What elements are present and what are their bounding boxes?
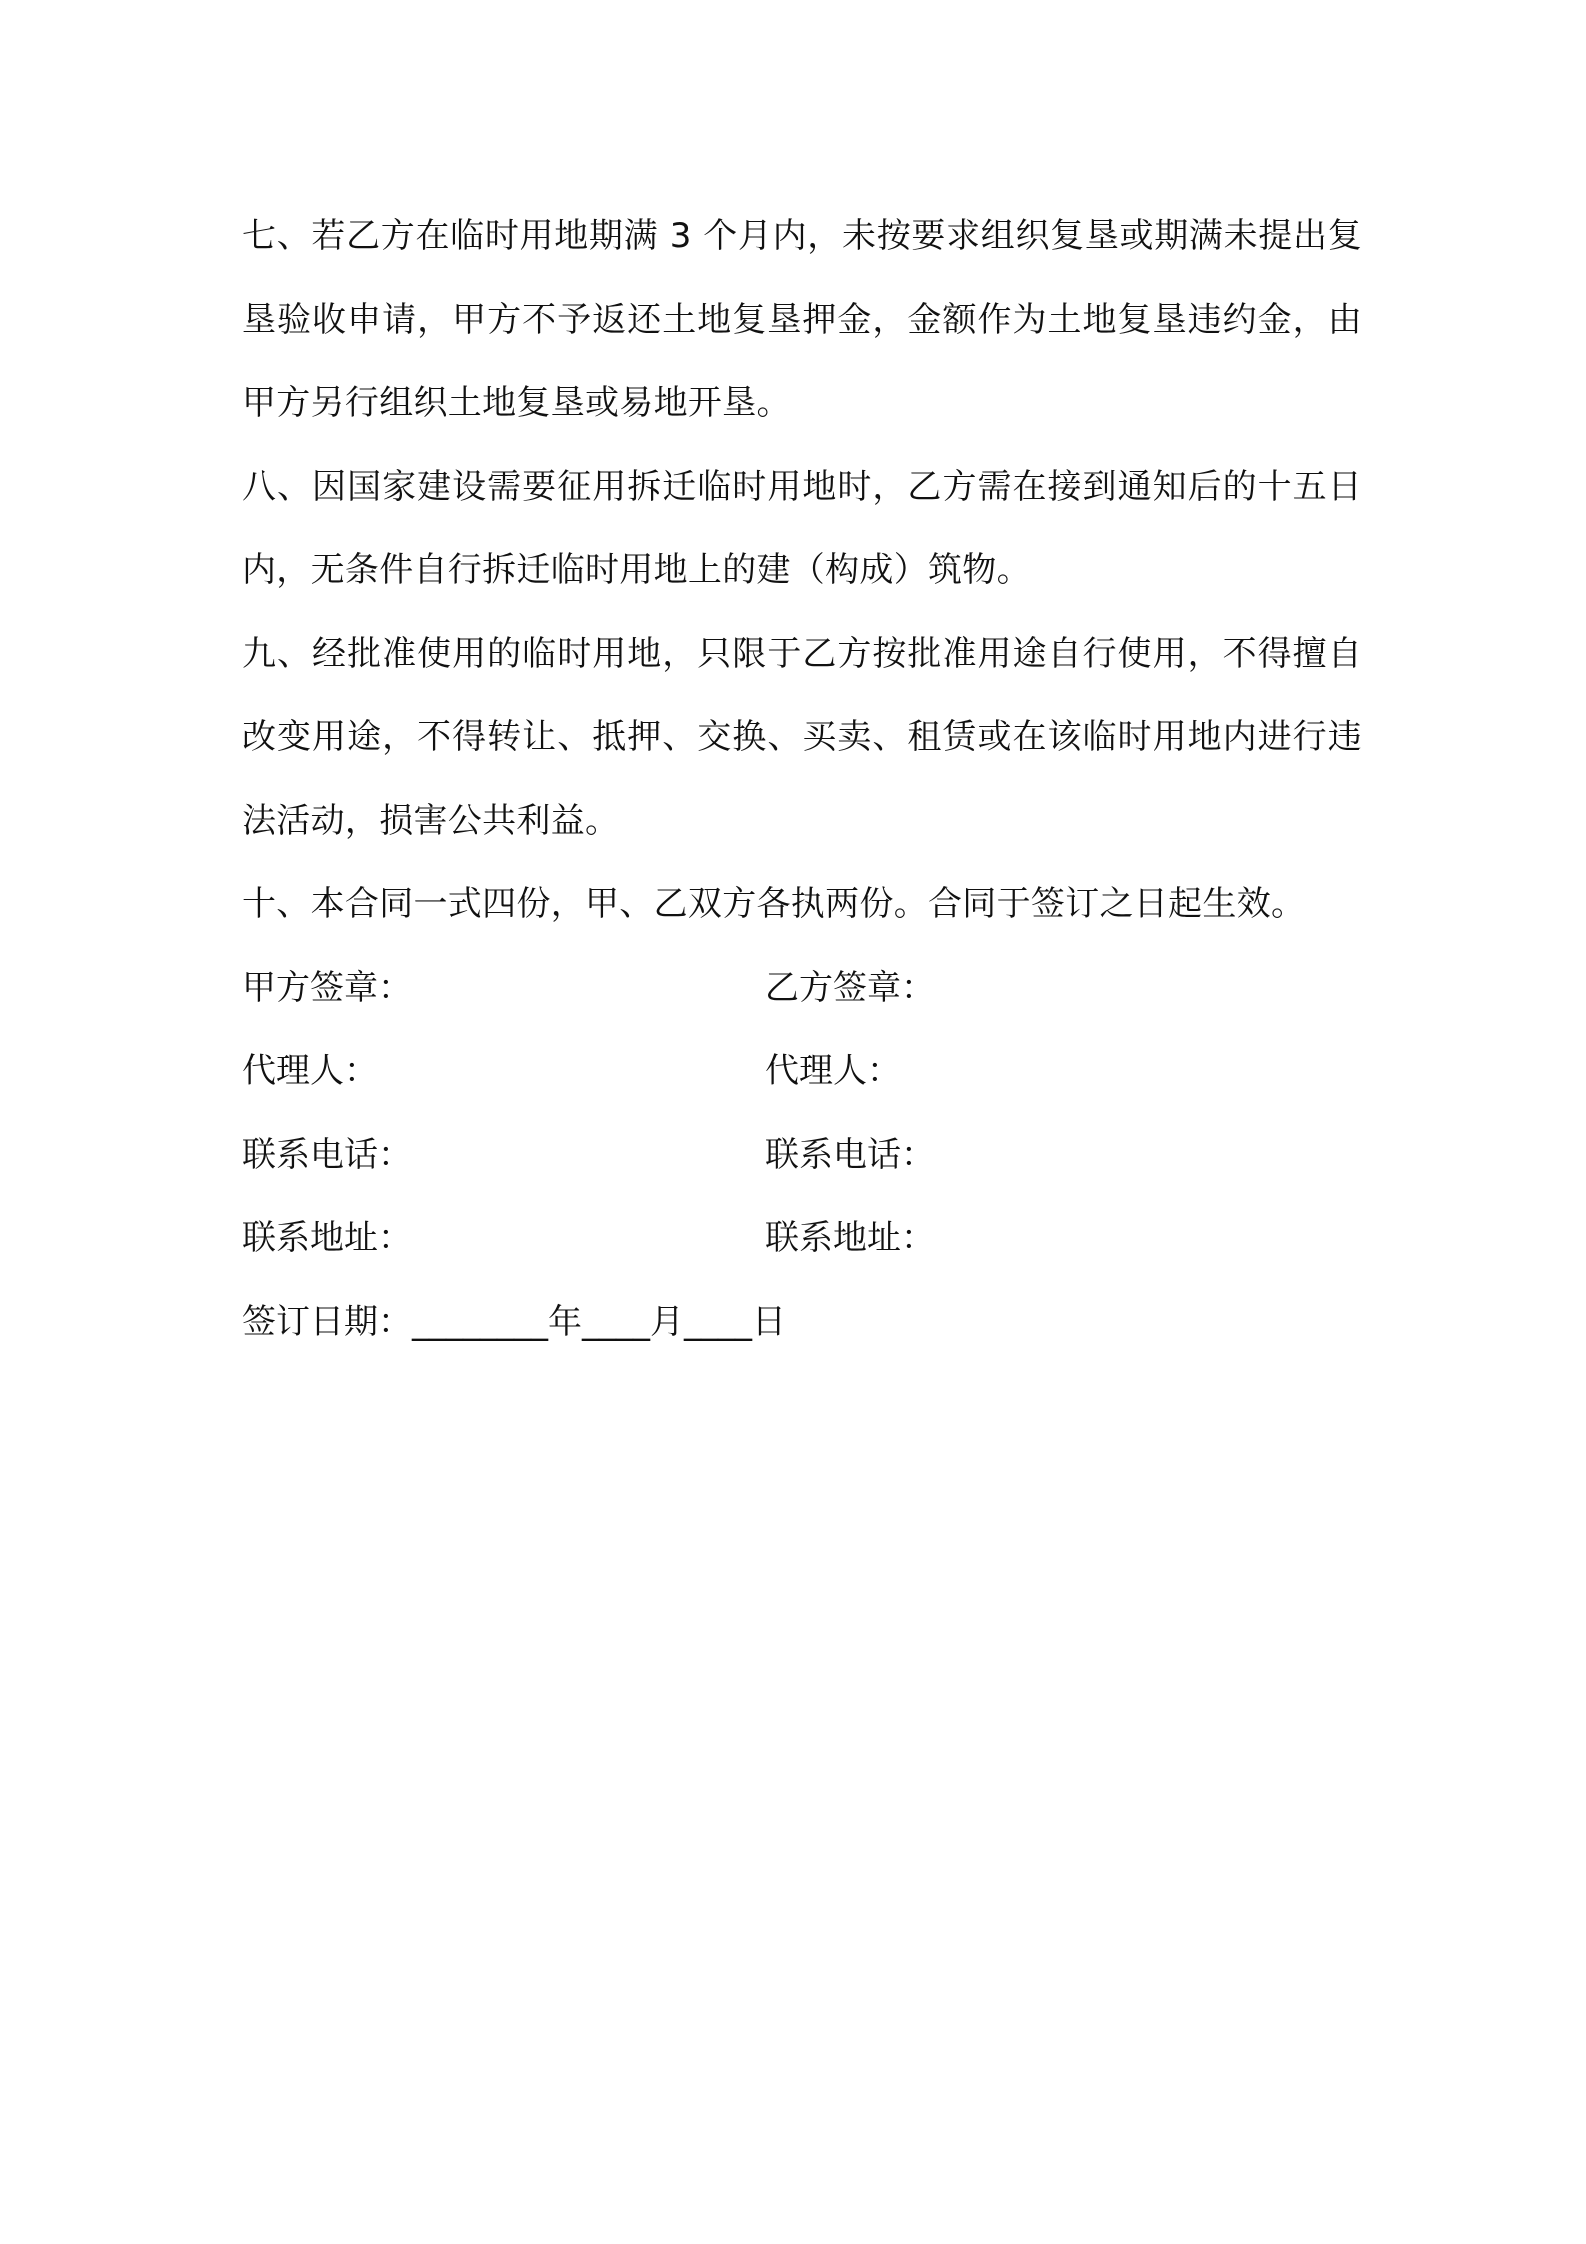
party-b-phone-label: 联系电话： <box>765 1134 935 1175</box>
sign-date-line: 签订日期：________年____月____日 <box>242 1301 786 1342</box>
phone-row <box>242 1114 1362 1198</box>
party-b-address-label: 联系地址： <box>765 1218 935 1258</box>
clause-10: 十、本合同一式四份，甲、乙双方各执两份。合同于签订之日起生效。 <box>242 884 1306 924</box>
party-a-agent-label: 代理人： <box>242 1051 378 1091</box>
clause-8: 八、因国家建设需要征用拆迁临时用地时，乙方需在接到通知后的十五日内，无条件自行拆迁临时用地上的建（构成）筑物。 <box>242 466 1362 590</box>
party-a-seal-label: 甲方签章： <box>242 967 412 1008</box>
agent-row <box>242 1030 1362 1114</box>
address-row <box>242 1197 1362 1281</box>
party-a-phone-label: 联系电话： <box>242 1134 412 1175</box>
clause-7: 七、若乙方在临时用地期满 3 个月内，未按要求组织复垦或期满未提出复垦验收申请，甲方不予返还土地复垦押金，金额作为土地复垦违约金，由甲方另行组织土地复垦或易地开垦。 <box>242 216 1362 423</box>
seal-row <box>242 947 1362 1031</box>
contract-body <box>242 195 1362 1364</box>
party-b-seal-label: 乙方签章： <box>765 967 935 1008</box>
party-b-agent-label: 代理人： <box>765 1051 901 1091</box>
party-a-address-label: 联系地址： <box>242 1218 412 1258</box>
clause-9: 九、经批准使用的临时用地，只限于乙方按批准用途自行使用，不得擅自改变用途，不得转让、抵押、交换、买卖、租赁或在该临时用地内进行违法活动，损害公共利益。 <box>242 633 1362 841</box>
